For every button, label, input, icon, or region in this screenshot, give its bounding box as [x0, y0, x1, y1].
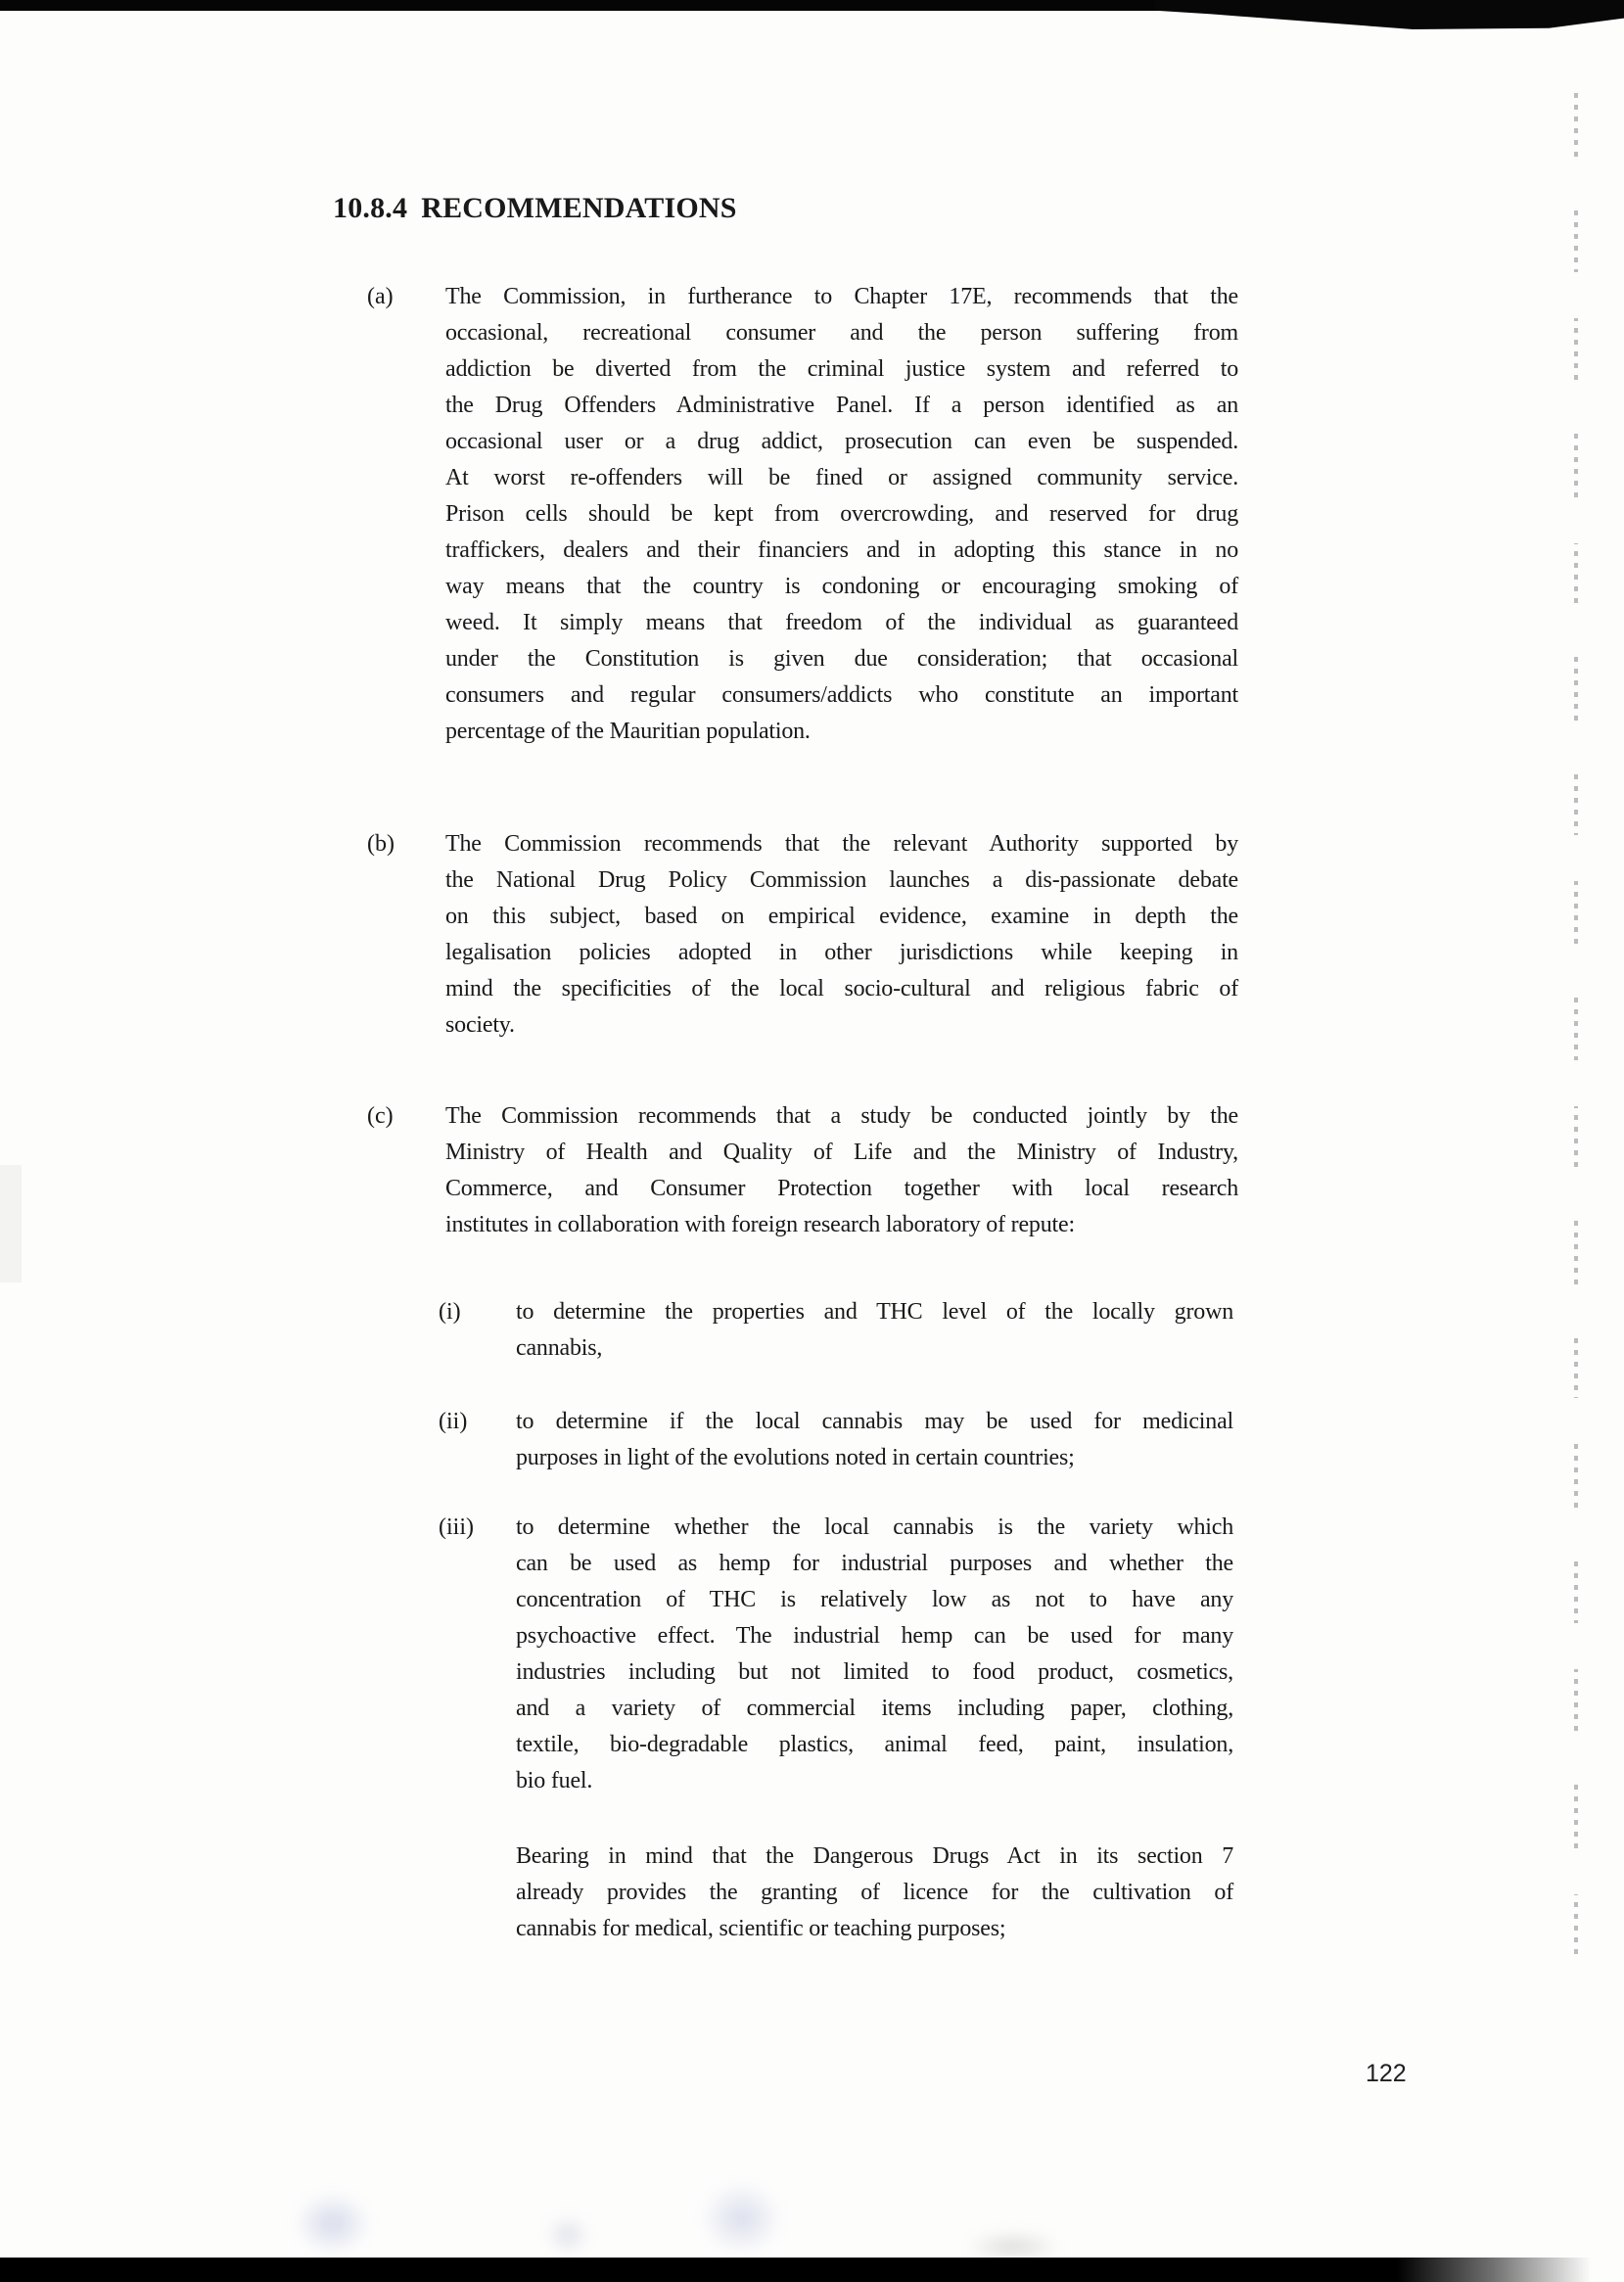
section-title: RECOMMENDATIONS	[421, 192, 737, 224]
paragraph-text	[516, 1839, 1233, 1947]
paragraph-line: can be used as hemp for industrial purposes and whether the	[516, 1551, 1233, 1576]
paragraph-line: The Commission, in furtherance to Chapter 17E, recommends that the	[445, 284, 1238, 309]
paragraph-line: percentage of the Mauritian population.	[445, 719, 811, 744]
item-label: (ii)	[439, 1409, 468, 1434]
paragraph-line: on this subject, based on empirical evidence, examine in depth the	[445, 904, 1238, 929]
paragraph-item	[439, 1404, 1233, 1476]
paragraph-text	[445, 1098, 1238, 1243]
paragraph-line: under the Constitution is given due consideration; that occasional	[445, 646, 1238, 672]
paragraph-line: traffickers, dealers and their financiers and in adopting this stance in no	[445, 537, 1238, 563]
paragraph-line: concentration of THC is relatively low as not to have any	[516, 1587, 1233, 1612]
paragraph-line: The Commission recommends that the relevant Authority supported by	[445, 831, 1238, 857]
paragraph-line: institutes in collaboration with foreign research laboratory of repute:	[445, 1212, 1075, 1237]
scan-smudge	[294, 2191, 372, 2256]
paragraph-line: to determine if the local cannabis may be used for medicinal	[516, 1409, 1233, 1434]
item-label: (a)	[367, 284, 394, 309]
paragraph-line: Prison cells should be kept from overcrowding, and reserved for drug	[445, 501, 1238, 527]
paragraph-line: purposes in light of the evolutions noted in certain countries;	[516, 1445, 1075, 1470]
paragraph-item	[367, 279, 1238, 750]
paragraph-line: legalisation policies adopted in other jurisdictions while keeping in	[445, 940, 1238, 965]
paragraph-line: cannabis for medical, scientific or teaching purposes;	[516, 1916, 1006, 1941]
paragraph-line: weed. It simply means that freedom of the individual as guaranteed	[445, 610, 1238, 635]
item-label: (c)	[367, 1103, 394, 1129]
item-label: (b)	[367, 831, 394, 857]
paragraph-line: consumers and regular consumers/addicts who constitute an important	[445, 682, 1238, 708]
paragraph-line: mind the specificities of the local socio-cultural and religious fabric of	[445, 976, 1238, 1001]
paragraph-text	[516, 1294, 1233, 1367]
paragraph-item	[439, 1294, 1233, 1367]
paragraph-line: Ministry of Health and Quality of Life and the Ministry of Industry,	[445, 1140, 1238, 1165]
paragraph-line: The Commission recommends that a study be conducted jointly by the	[445, 1103, 1238, 1129]
paragraph-line: society.	[445, 1012, 515, 1038]
paragraph-list	[333, 279, 1238, 1947]
paragraph-item	[367, 1098, 1238, 1243]
paragraph-line: the National Drug Policy Commission launches a dis-passionate debate	[445, 867, 1238, 893]
paragraph-line: and a variety of commercial items including paper, clothing,	[516, 1696, 1233, 1721]
paragraph-item	[367, 826, 1238, 1044]
paragraph-line: occasional, recreational consumer and the person suffering from	[445, 320, 1238, 346]
paragraph-line: to determine whether the local cannabis is the variety which	[516, 1514, 1233, 1540]
paragraph-text	[445, 279, 1238, 750]
right-edge-scan-artifact	[1574, 93, 1578, 1958]
page-number: 122	[1366, 2060, 1407, 2087]
paragraph-line: textile, bio-degradable plastics, animal feed, paint, insulation,	[516, 1732, 1233, 1757]
top-scan-wedge	[1155, 0, 1624, 29]
paragraph-item	[439, 1510, 1233, 1799]
section-number: 10.8.4	[333, 192, 408, 224]
section-heading	[333, 191, 1233, 226]
paragraph-text	[445, 826, 1238, 1044]
paragraph-item	[516, 1839, 1233, 1947]
bottom-scan-bar	[0, 2258, 1624, 2282]
paragraph-text	[516, 1510, 1233, 1799]
paragraph-line: bio fuel.	[516, 1768, 593, 1793]
paragraph-line: way means that the country is condoning or encouraging smoking of	[445, 574, 1238, 599]
paragraph-line: cannabis,	[516, 1335, 603, 1361]
paragraph-line: already provides the granting of licence for the cultivation of	[516, 1880, 1233, 1905]
left-edge-scan-artifact	[0, 1165, 22, 1282]
paragraph-text	[516, 1404, 1233, 1476]
paragraph-line: industries including but not limited to food product, cosmetics,	[516, 1659, 1233, 1685]
paragraph-line: Bearing in mind that the Dangerous Drugs Act in its section 7	[516, 1843, 1233, 1869]
paragraph-line: psychoactive effect. The industrial hemp can be used for many	[516, 1623, 1233, 1649]
scan-smudge	[700, 2181, 783, 2256]
paragraph-line: the Drug Offenders Administrative Panel. If a person identified as an	[445, 393, 1238, 418]
paragraph-line: At worst re-offenders will be fined or assigned community service.	[445, 465, 1238, 490]
paragraph-line: Commerce, and Consumer Protection together with local research	[445, 1176, 1238, 1201]
scan-smudge	[544, 2214, 591, 2256]
item-label: (i)	[439, 1299, 461, 1325]
document-body	[333, 191, 1238, 1947]
paragraph-line: to determine the properties and THC level of the locally grown	[516, 1299, 1233, 1325]
paragraph-line: addiction be diverted from the criminal justice system and referred to	[445, 356, 1238, 382]
item-label: (iii)	[439, 1514, 474, 1540]
paragraph-line: occasional user or a drug addict, prosecution can even be suspended.	[445, 429, 1238, 454]
